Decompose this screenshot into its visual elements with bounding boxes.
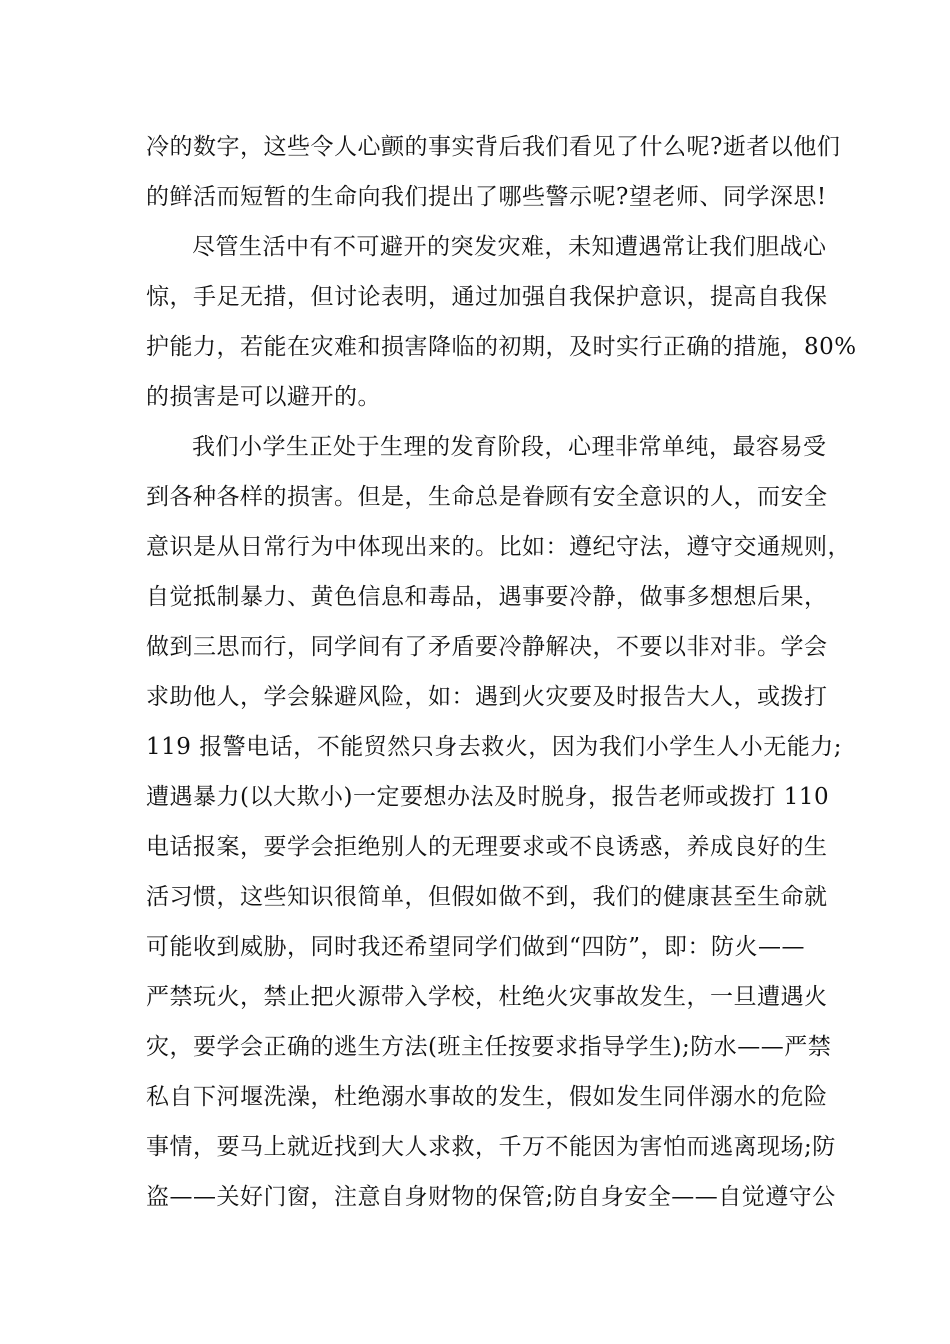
text-line: 灾，要学会正确的逃生方法(班主任按要求指导学生);防水——严禁	[146, 1034, 832, 1060]
text-line: 可能收到威胁，同时我还希望同学们做到“四防”，即：防火——	[146, 934, 806, 960]
text-line: 冷的数字，这些令人心颤的事实背后我们看见了什么呢?逝者以他们	[146, 134, 841, 160]
text-line: 自觉抵制暴力、黄色信息和毒品，遇事要冷静，做事多想想后果，	[146, 584, 828, 610]
text-line: 严禁玩火，禁止把火源带入学校，杜绝火灾事故发生，一旦遭遇火	[146, 984, 828, 1010]
text-line: 盗——关好门窗，注意自身财物的保管;防自身安全——自觉遵守公	[146, 1184, 836, 1210]
text-line: 遭遇暴力(以大欺小)一定要想办法及时脱身，报告老师或拨打 110	[146, 784, 830, 810]
text-line: 惊，手足无措，但讨论表明，通过加强自我保护意识，提高自我保	[146, 284, 828, 310]
paragraph-1	[146, 122, 841, 222]
paragraph-2	[146, 222, 857, 422]
body-text	[146, 122, 857, 1222]
text-line: 电话报案，要学会拒绝别人的无理要求或不良诱惑，养成良好的生	[146, 834, 828, 860]
text-line: 护能力，若能在灾难和损害降临的初期，及时实行正确的措施，80%	[146, 334, 857, 360]
text-line: 事情，要马上就近找到大人求救，千万不能因为害怕而逃离现场;防	[146, 1134, 836, 1160]
text-line: 119 报警电话，不能贸然只身去救火，因为我们小学生人小无能力;	[146, 734, 842, 760]
text-line: 活习惯，这些知识很简单，但假如做不到，我们的健康甚至生命就	[146, 884, 828, 910]
text-line: 的损害是可以避开的。	[146, 384, 381, 410]
text-line: 做到三思而行，同学间有了矛盾要冷静解决，不要以非对非。学会	[146, 634, 828, 660]
text-line: 意识是从日常行为中体现出来的。比如：遵纪守法，遵守交通规则，	[146, 534, 851, 560]
text-line: 到各种各样的损害。但是，生命总是眷顾有安全意识的人，而安全	[146, 484, 828, 510]
text-line: 我们小学生正处于生理的发育阶段，心理非常单纯，最容易受	[192, 434, 827, 460]
text-line: 求助他人，学会躲避风险，如：遇到火灾要及时报告大人，或拨打	[146, 684, 828, 710]
text-line: 私自下河堰洗澡，杜绝溺水事故的发生，假如发生同伴溺水的危险	[146, 1084, 828, 1110]
paragraph-3	[146, 422, 851, 1222]
text-line: 的鲜活而短暂的生命向我们提出了哪些警示呢?望老师、同学深思!	[146, 184, 827, 210]
text-line: 尽管生活中有不可避开的突发灾难，未知遭遇常让我们胆战心	[192, 234, 827, 260]
